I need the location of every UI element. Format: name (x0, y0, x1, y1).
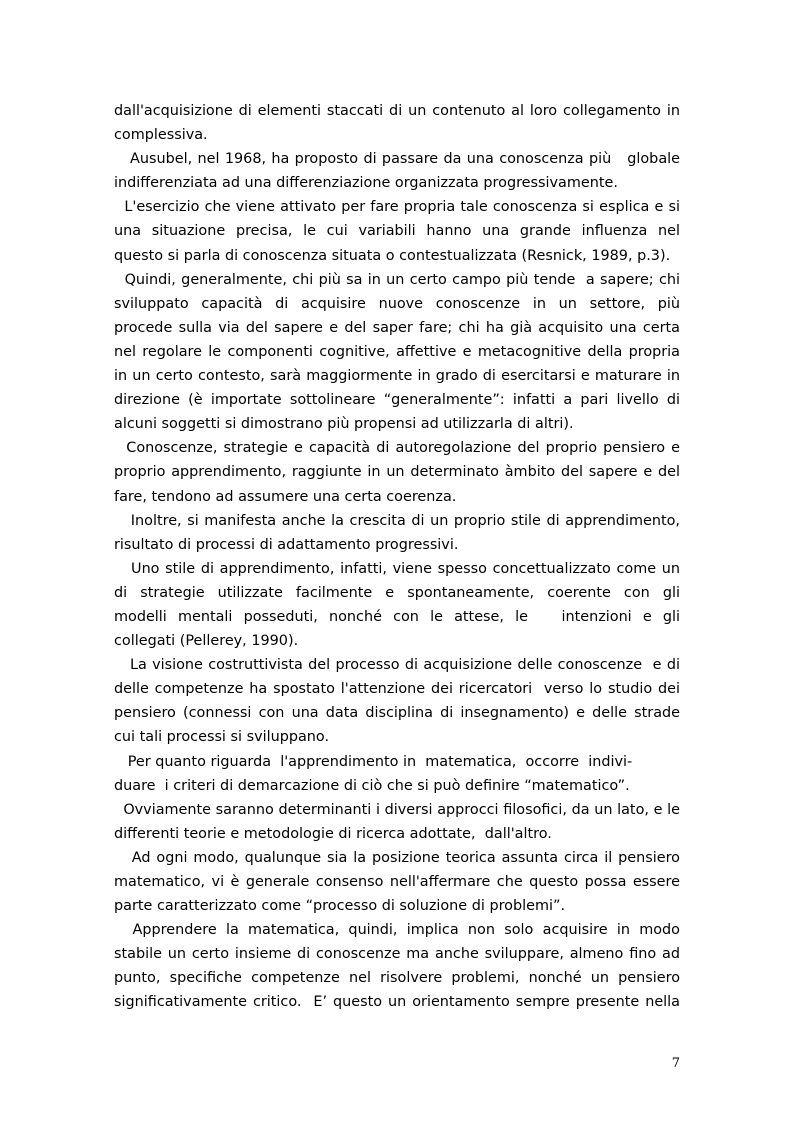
text-line: modelli mentali posseduti, nonché con le attese, le intenzioni e gli (114, 608, 680, 625)
text-line: cui tali processi si sviluppano. (114, 729, 330, 746)
text-line: risultato di processi di adattamento progressivi. (114, 536, 459, 553)
text-line: matematico, vi è generale consenso nell'affermare che questo possa essere (114, 874, 680, 890)
text-line: Conoscenze, strategie e capacità di autoregolazione del proprio pensiero e (126, 440, 680, 457)
text-line: alcuni soggetti si dimostrano più propensi ad utilizzarla di altri). (114, 416, 574, 433)
text-line: La visione costruttivista del processo di acquisizione delle conoscenze e di (129, 657, 680, 674)
text-line: Ad ogni modo, qualunque sia la posizione teorica assunta circa il pensiero (114, 849, 680, 866)
text-line: delle competenze ha spostato l'attenzione dei ricercatori verso lo studio dei (114, 681, 680, 698)
text-line: complessiva. (114, 127, 208, 144)
text-line: duare i criteri di demarcazione di ciò che si può definire “matematico”. (114, 777, 630, 794)
text-line: significativamente critico. E’ questo un orientamento sempre presente nella (114, 994, 680, 1011)
text-line: una situazione precisa, le cui variabili hanno una grande influenza nel (114, 223, 680, 240)
text-line: differenti teorie e metodologie di ricerca adottate, dall'altro. (114, 825, 552, 842)
text-line: L'esercizio che viene attivato per fare propria tale conoscenza si esplica e si (124, 199, 680, 216)
text-line: fare, tendono ad assumere una certa coerenza. (114, 488, 457, 505)
text-line: Apprendere la matematica, quindi, implica non solo acquisire in modo (132, 922, 680, 939)
text-line: Ausubel, nel 1968, ha proposto di passare da una conoscenza più globale (130, 151, 680, 168)
text-line: indifferenziata ad una differenziazione organizzata progressivamente. (114, 175, 618, 192)
text-line: parte caratterizzato come “processo di soluzione di problemi”. (114, 898, 566, 915)
text-line: questo si parla di conoscenza situata o contestualizzata (Resnick, 1989, p.3). (114, 247, 671, 264)
text-line: proprio apprendimento, raggiunte in un determinato àmbito del sapere e del (114, 464, 680, 481)
text-line: pensiero (connessi con una data disciplina di insegnamento) e delle strade (114, 705, 680, 722)
text-line: in un certo contesto, sarà maggiormente in grado di esercitarsi e maturare in (114, 368, 680, 385)
text-line: di strategie utilizzate facilmente e spontaneamente, coerente con gli (114, 584, 680, 601)
text-line: sviluppato capacità di acquisire nuove conoscenze in un settore, più (114, 295, 680, 312)
text-line: Ovviamente saranno determinanti i diversi approcci filosofici, da un lato, e le (114, 801, 680, 818)
text-line: dall'acquisizione di elementi staccati di un contenuto al loro collegamento in (114, 103, 680, 119)
text-line: stabile un certo insieme di conoscenze ma anche sviluppare, almeno fino ad (114, 946, 680, 963)
text-line: Quindi, generalmente, chi più sa in un certo campo più tende a sapere; chi (124, 271, 680, 288)
text-line: procede sulla via del sapere e del saper fare; chi ha già acquisito una certa (114, 319, 680, 336)
text-line: punto, specifiche competenze nel risolvere problemi, nonché un pensiero (114, 970, 680, 987)
text-line: Inoltre, si manifesta anche la crescita di un proprio stile di apprendimento, (130, 512, 680, 529)
text-line: collegati (Pellerey, 1990). (114, 633, 299, 650)
page-number: 7 (671, 1056, 680, 1071)
text-line: direzione (è importate sottolineare “generalmente”: infatti a pari livello di (114, 392, 680, 409)
text-line: Uno stile di apprendimento, infatti, viene spesso concettualizzato come un (131, 560, 680, 577)
text-line: Per quanto riguarda l'apprendimento in matematica, occorre indivi- (114, 753, 633, 770)
text-line: nel regolare le componenti cognitive, affettive e metacognitive della propria (114, 343, 680, 360)
body-text (114, 99, 680, 1015)
